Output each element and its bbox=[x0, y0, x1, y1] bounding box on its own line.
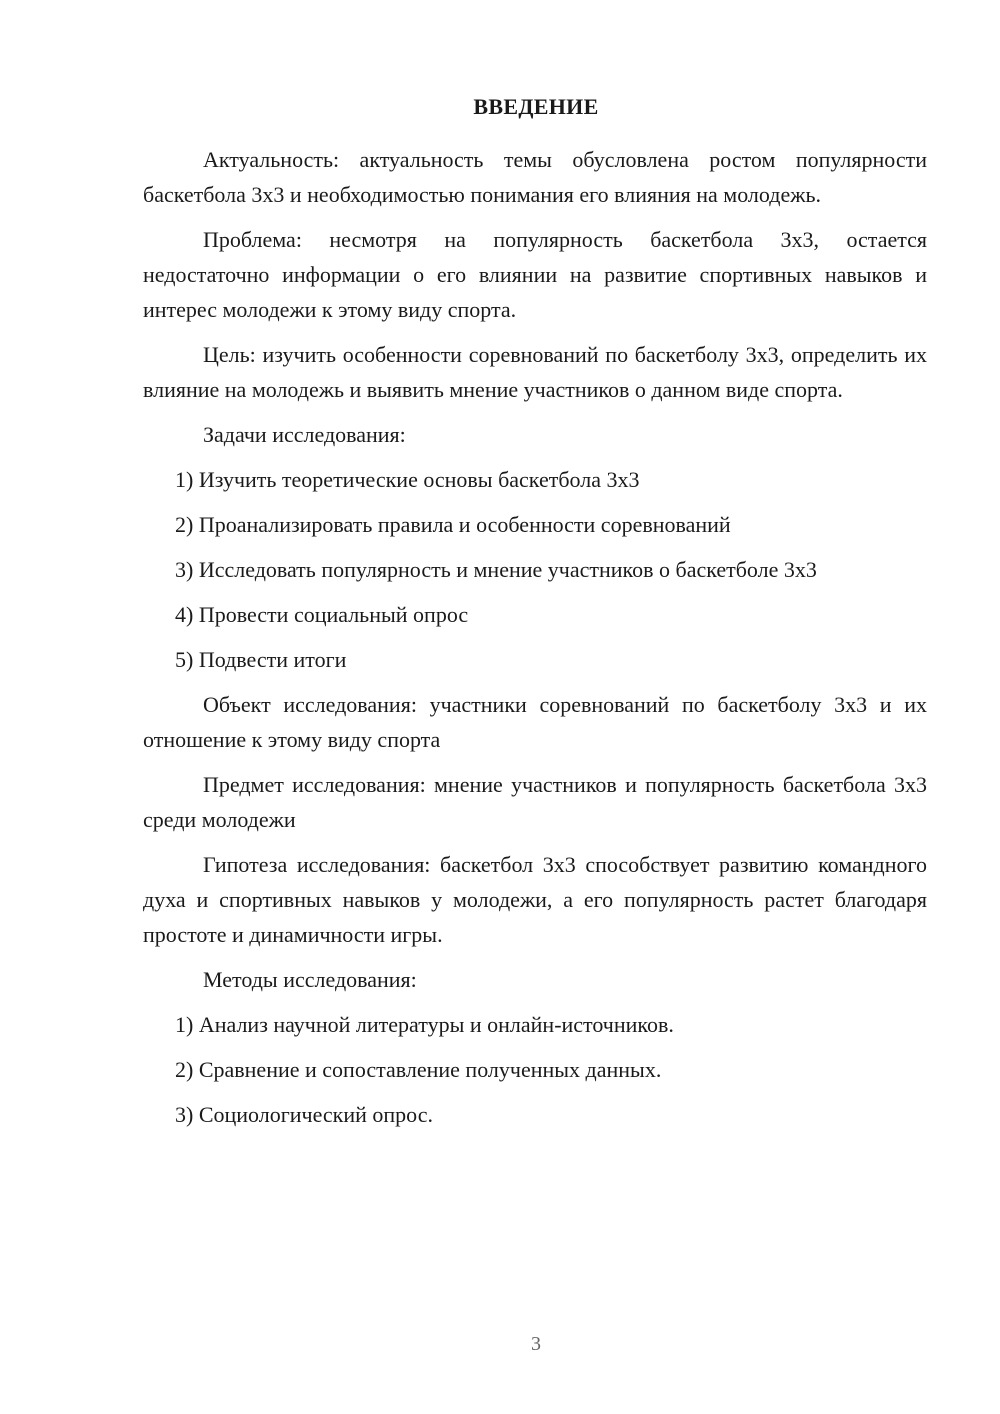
object-paragraph: Объект исследования: участники соревнований по баскетболу 3x3 и их отношение к этому виду спорта bbox=[143, 692, 927, 752]
list-item: 3) Исследовать популярность и мнение участников о баскетболе 3x3 bbox=[175, 557, 817, 582]
list-item: 1) Изучить теоретические основы баскетбола 3x3 bbox=[175, 467, 640, 492]
page-number: 3 bbox=[531, 1333, 541, 1355]
tasks-heading: Задачи исследования: bbox=[203, 422, 406, 447]
list-item: 1) Анализ научной литературы и онлайн-источников. bbox=[175, 1012, 674, 1037]
methods-heading: Методы исследования: bbox=[203, 967, 417, 992]
subject-paragraph: Предмет исследования: мнение участников и популярность баскетбола 3x3 среди молодежи bbox=[143, 772, 927, 832]
methods-list bbox=[143, 1007, 927, 1132]
tasks-list bbox=[143, 462, 927, 677]
list-item: 3) Социологический опрос. bbox=[175, 1102, 433, 1127]
relevance-paragraph: Актуальность: актуальность темы обусловлена ростом популярности баскетбола 3x3 и необходимостью понимания его влияния на молодежь. bbox=[143, 147, 927, 207]
problem-paragraph: Проблема: несмотря на популярность баскетбола 3x3, остается недостаточно информации о его влиянии на развитие спортивных навыков и интерес молодежи к этому виду спорта. bbox=[143, 227, 927, 322]
hypothesis-paragraph: Гипотеза исследования: баскетбол 3x3 способствует развитию командного духа и спортивных навыков у молодежи, а его популярность растет благодаря простоте и динамичности игры. bbox=[143, 852, 927, 947]
list-item: 5) Подвести итоги bbox=[175, 647, 347, 672]
list-item: 2) Проанализировать правила и особенности соревнований bbox=[175, 512, 731, 537]
document-body bbox=[143, 142, 927, 1142]
goal-paragraph: Цель: изучить особенности соревнований по баскетболу 3x3, определить их влияние на молодежь и выявить мнение участников о данном виде спорта. bbox=[143, 342, 927, 402]
list-item: 2) Сравнение и сопоставление полученных данных. bbox=[175, 1057, 662, 1082]
list-item: 4) Провести социальный опрос bbox=[175, 602, 469, 627]
section-title: ВВЕДЕНИЕ bbox=[473, 94, 599, 119]
